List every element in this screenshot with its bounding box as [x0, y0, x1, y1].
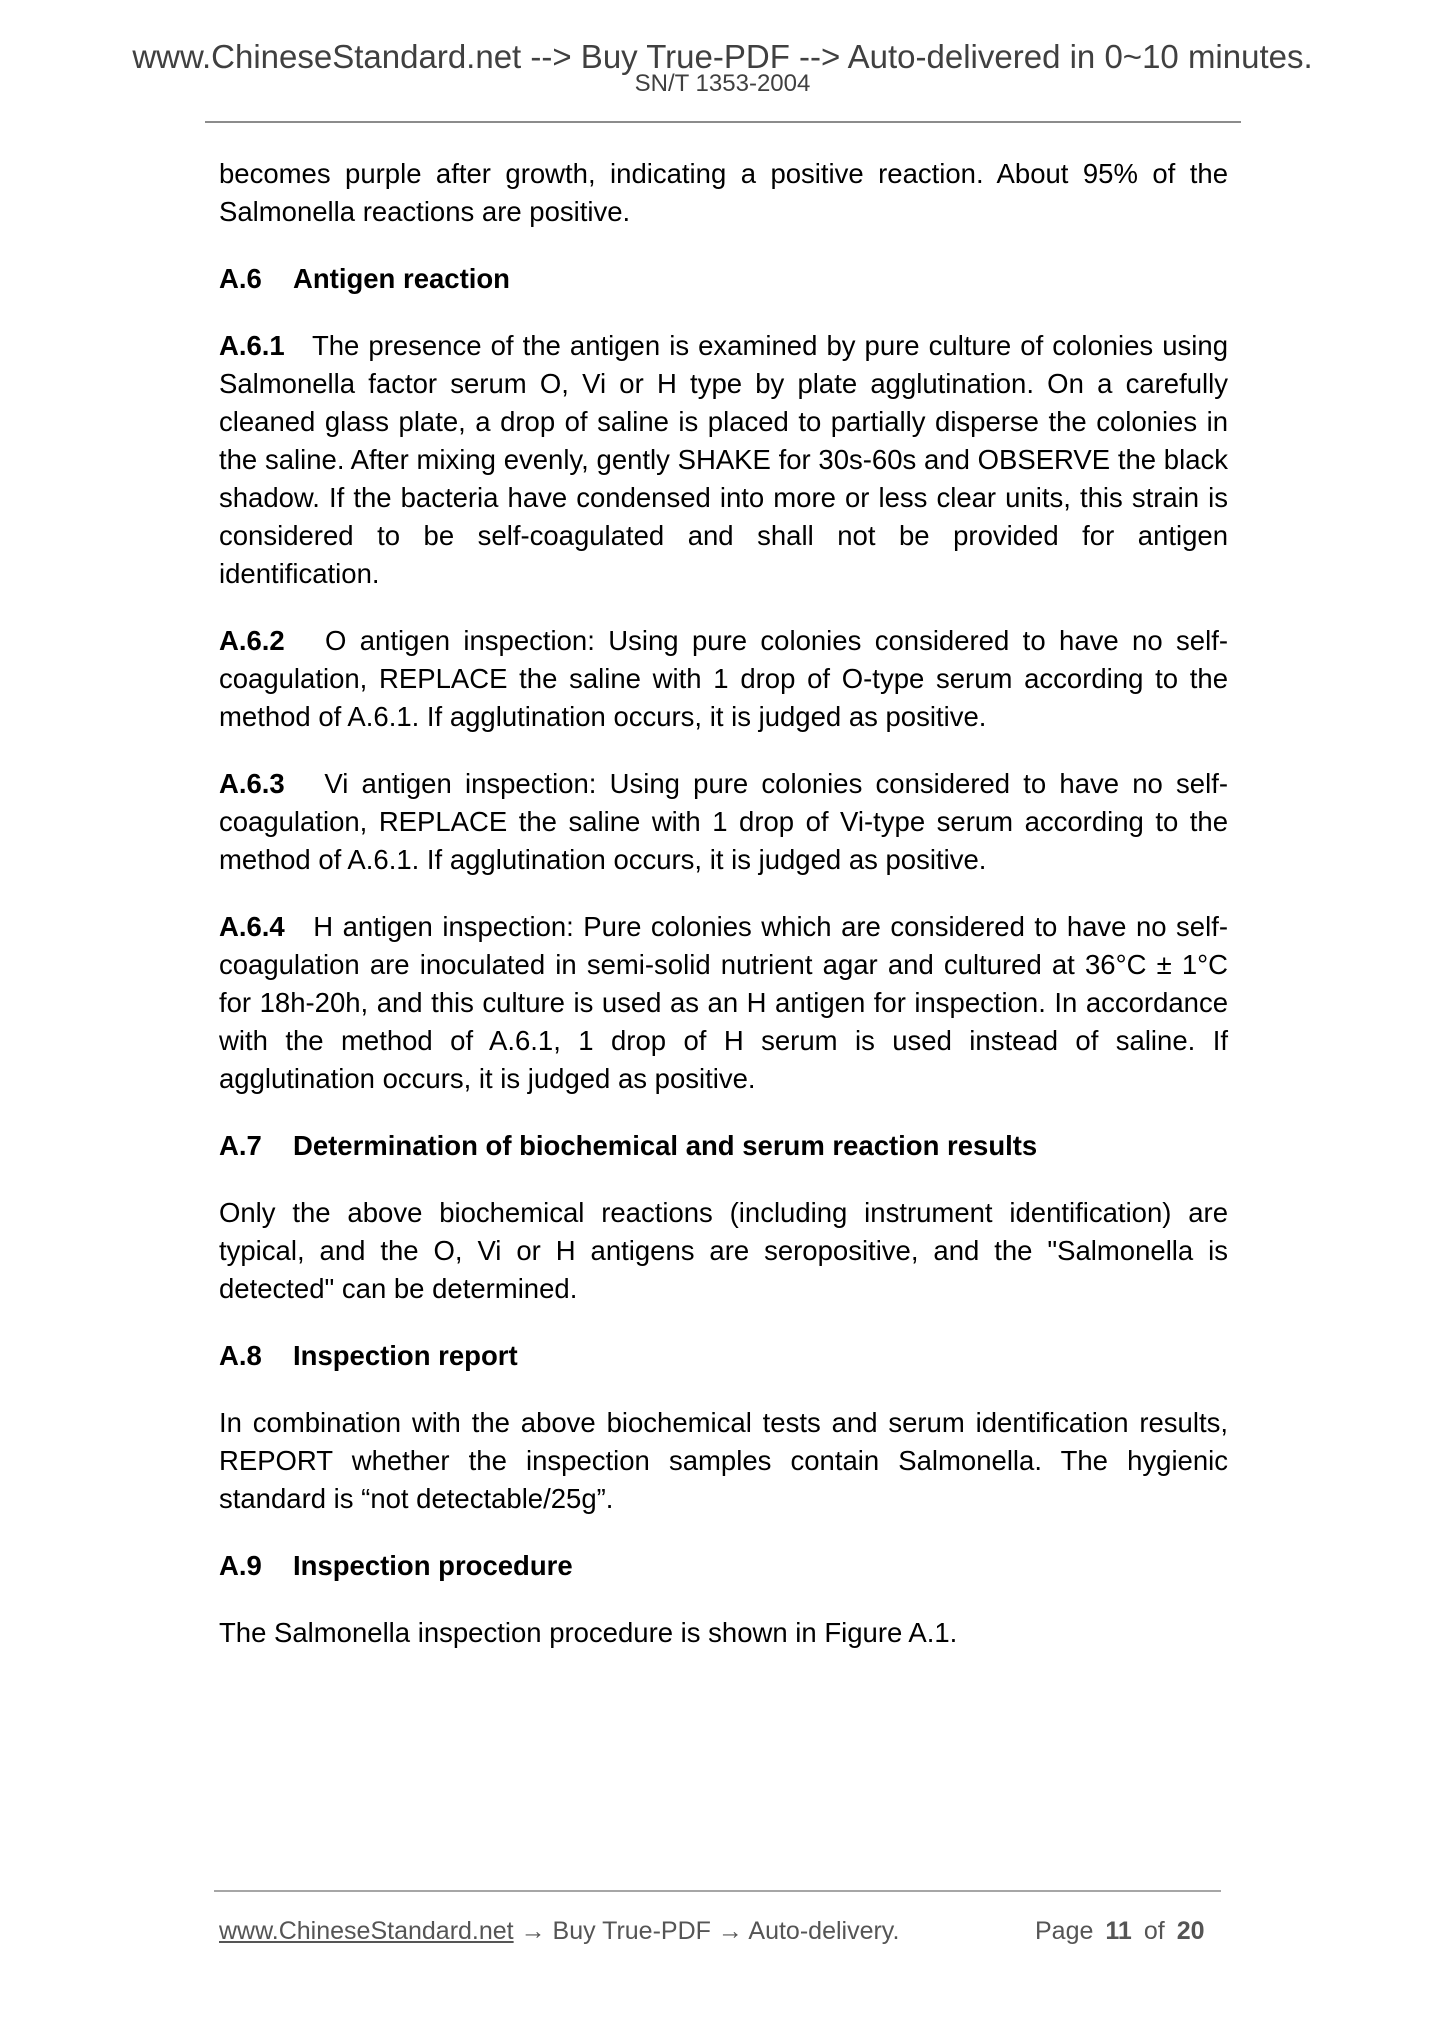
header-banner: www.ChineseStandard.net --> Buy True-PDF --> Auto-delivered in 0~10 minutes.: [132, 38, 1313, 75]
section-a7-paragraph: Only the above biochemical reactions (including instrument identification) are typical, and the O, Vi or H antigens are seropositive, and the "Salmonella is detected" can be determined.: [219, 1197, 1228, 1304]
section-title: Inspection procedure: [293, 1550, 573, 1581]
section-number: A.8: [219, 1340, 262, 1371]
clause-number: A.6.1: [219, 330, 285, 361]
section-number: A.7: [219, 1130, 262, 1161]
website-link[interactable]: www.ChineseStandard.net: [219, 1917, 514, 1945]
section-a9-paragraph: The Salmonella inspection procedure is shown in Figure A.1.: [219, 1617, 958, 1648]
section-title: Inspection report: [293, 1340, 518, 1371]
standard-code: SN/T 1353-2004: [634, 70, 811, 97]
clause-a6-2: [219, 622, 1228, 736]
clause-number: A.6.3: [219, 768, 285, 799]
clause-text: H antigen inspection: Pure colonies which are considered to have no self-coagulation are inoculated in semi-solid nutrient agar and cultured at 36°C ± 1°C for 18h-20h, and this culture is used as an H antigen for inspection. In accordance with the method of A.6.1, 1 drop of H serum is used instead of saline. If agglutination occurs, it is judged as positive.: [219, 911, 1229, 1094]
footer-divider: [214, 1890, 1221, 1892]
section-heading-a6: [219, 260, 1228, 298]
page-footer: [219, 1914, 1219, 1948]
page-label: Page: [1035, 1917, 1094, 1945]
page-header: [0, 38, 1445, 96]
clause-text: Vi antigen inspection: Using pure colonies considered to have no self-coagulation, REPLACE the saline with 1 drop of Vi-type serum according to the method of A.6.1. If agglutination occurs, it is judged as positive.: [219, 768, 1229, 875]
section-a8-paragraph: In combination with the above biochemical tests and serum identification results, REPORT whether the inspection samples contain Salmonella. The hygienic standard is “not detectable/25g”.: [219, 1407, 1228, 1514]
of-label: of: [1143, 1917, 1165, 1945]
clause-a6-1: [219, 327, 1228, 593]
current-page: 11: [1105, 1917, 1132, 1945]
page-indicator: [1035, 1914, 1205, 1948]
clause-text: O antigen inspection: Using pure colonies considered to have no self-coagulation, REPLACE the saline with 1 drop of O-type serum according to the method of A.6.1. If agglutination occurs, it is judged as positive.: [219, 625, 1229, 732]
section-number: A.9: [219, 1550, 262, 1581]
total-pages: 20: [1176, 1917, 1205, 1945]
clause-a6-3: [219, 765, 1228, 879]
section-title: Antigen reaction: [293, 263, 510, 294]
section-heading-a8: [219, 1337, 1228, 1375]
header-divider: [205, 121, 1241, 123]
section-title: Determination of biochemical and serum reaction results: [293, 1130, 1038, 1161]
section-heading-a7: [219, 1127, 1228, 1165]
intro-paragraph: becomes purple after growth, indicating a positive reaction. About 95% of the Salmonella reactions are positive.: [219, 158, 1228, 227]
footer-promo: [219, 1914, 899, 1948]
clause-number: A.6.4: [219, 911, 285, 942]
clause-number: A.6.2: [219, 625, 285, 656]
footer-tagline: → Buy True-PDF → Auto-delivery.: [520, 1917, 900, 1945]
section-number: A.6: [219, 263, 262, 294]
section-heading-a9: [219, 1547, 1228, 1585]
document-body: [219, 155, 1228, 1681]
clause-text: The presence of the antigen is examined by pure culture of colonies using Salmonella factor serum O, Vi or H type by plate agglutination. On a carefully cleaned glass plate, a drop of saline is placed to partially disperse the colonies in the saline. After mixing evenly, gently SHAKE for 30s-60s and OBSERVE the black shadow. If the bacteria have condensed into more or less clear units, this strain is considered to be self-coagulated and shall not be provided for antigen identification.: [219, 330, 1228, 589]
clause-a6-4: [219, 908, 1228, 1098]
